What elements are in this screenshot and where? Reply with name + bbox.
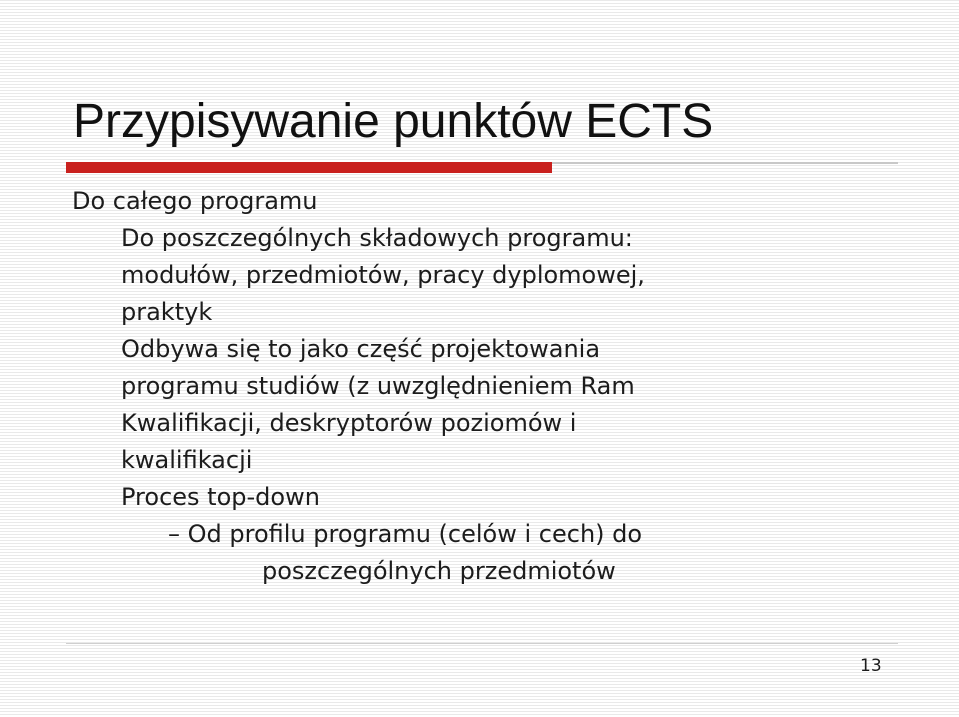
sub-bullet-line: praktyk <box>121 298 213 326</box>
footer-rule <box>66 643 898 644</box>
title-underline-rule <box>552 162 898 164</box>
sub-bullet-line: Odbywa się to jako część projektowania <box>121 335 601 363</box>
slide-title: Przypisywanie punktów ECTS <box>73 95 714 148</box>
dash-bullet-line: – Od profilu programu (celów i cech) do <box>168 520 643 548</box>
sub-bullet-line: Do poszczególnych składowych programu: <box>121 224 633 252</box>
sub-bullet-line: kwalifikacji <box>121 446 253 474</box>
sub-bullet-line: modułów, przedmiotów, pracy dyplomowej, <box>121 261 645 289</box>
sub-bullet-line: Kwalifikacji, deskryptorów poziomów i <box>121 409 577 437</box>
page-number: 13 <box>860 656 882 676</box>
sub-bullet-line: programu studiów (z uwzględnieniem Ram <box>121 372 635 400</box>
dash-bullet-line: poszczególnych przedmiotów <box>262 557 616 585</box>
title-underline-accent <box>66 162 552 173</box>
sub-bullet-line: Proces top-down <box>121 483 320 511</box>
bullet-line: Do całego programu <box>72 187 318 215</box>
